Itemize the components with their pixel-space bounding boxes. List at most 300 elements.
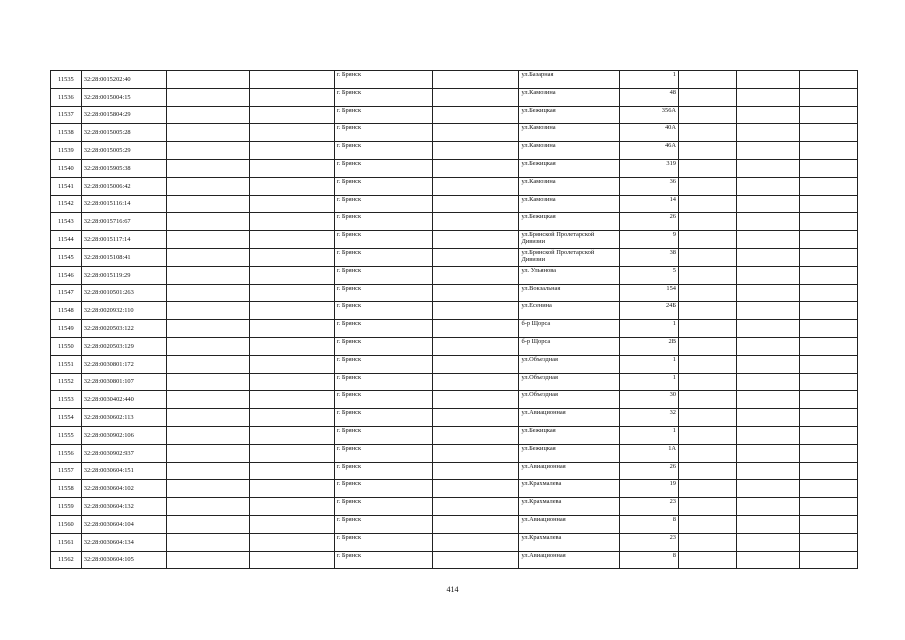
empty-cell: [679, 373, 737, 391]
city-cell: г. Брянск: [334, 159, 432, 177]
empty-cell: [432, 142, 519, 160]
city-cell: г. Брянск: [334, 391, 432, 409]
house-number-cell: 8: [619, 551, 678, 569]
empty-cell: [250, 231, 334, 249]
cadastral-number-cell: 32:28:0030602:113: [81, 409, 166, 427]
house-number-cell: 23: [619, 498, 678, 516]
street-cell: ул.Объездная: [519, 355, 619, 373]
empty-cell: [799, 391, 857, 409]
row-number-cell: 11551: [51, 355, 82, 373]
row-number-cell: 11560: [51, 515, 82, 533]
empty-cell: [737, 142, 800, 160]
empty-cell: [679, 195, 737, 213]
street-cell: ул.Вокзальная: [519, 284, 619, 302]
empty-cell: [799, 462, 857, 480]
empty-cell: [432, 71, 519, 89]
table-row: [51, 106, 858, 124]
house-number-cell: 23: [619, 533, 678, 551]
empty-cell: [679, 391, 737, 409]
cadastral-number-cell: 32:28:0015108:41: [81, 248, 166, 266]
empty-cell: [250, 409, 334, 427]
street-cell: ул.Крахмалева: [519, 533, 619, 551]
street-cell: ул.Камозина: [519, 195, 619, 213]
empty-cell: [679, 337, 737, 355]
cadastral-number-cell: 32:28:0015202:40: [81, 71, 166, 89]
table-row: [51, 248, 858, 266]
house-number-cell: 2В: [619, 337, 678, 355]
city-cell: г. Брянск: [334, 231, 432, 249]
cadastral-number-cell: 32:28:0030604:102: [81, 480, 166, 498]
house-number-cell: 9: [619, 231, 678, 249]
cadastral-number-cell: 32:28:0030801:107: [81, 373, 166, 391]
street-cell: ул.Бежицкая: [519, 426, 619, 444]
empty-cell: [737, 284, 800, 302]
empty-cell: [167, 284, 250, 302]
city-cell: г. Брянск: [334, 106, 432, 124]
row-number-cell: 11562: [51, 551, 82, 569]
empty-cell: [432, 533, 519, 551]
street-cell: ул.Крахмалева: [519, 480, 619, 498]
empty-cell: [432, 195, 519, 213]
empty-cell: [432, 409, 519, 427]
street-cell: ул.Объездная: [519, 391, 619, 409]
row-number-cell: 11537: [51, 106, 82, 124]
empty-cell: [167, 498, 250, 516]
city-cell: г. Брянск: [334, 177, 432, 195]
empty-cell: [799, 337, 857, 355]
empty-cell: [737, 462, 800, 480]
cadastral-number-cell: 32:28:0030604:151: [81, 462, 166, 480]
empty-cell: [679, 533, 737, 551]
empty-cell: [799, 302, 857, 320]
street-cell: ул.Объездная: [519, 373, 619, 391]
empty-cell: [737, 88, 800, 106]
empty-cell: [679, 88, 737, 106]
empty-cell: [167, 213, 250, 231]
table-row: [51, 462, 858, 480]
house-number-cell: 1: [619, 426, 678, 444]
registry-table: [50, 70, 858, 569]
empty-cell: [679, 177, 737, 195]
cadastral-number-cell: 32:28:0015005:28: [81, 124, 166, 142]
row-number-cell: 11547: [51, 284, 82, 302]
city-cell: г. Брянск: [334, 515, 432, 533]
city-cell: г. Брянск: [334, 284, 432, 302]
empty-cell: [432, 88, 519, 106]
empty-cell: [432, 444, 519, 462]
empty-cell: [250, 302, 334, 320]
empty-cell: [799, 409, 857, 427]
cadastral-number-cell: 32:28:0015905:38: [81, 159, 166, 177]
empty-cell: [799, 320, 857, 338]
empty-cell: [799, 142, 857, 160]
city-cell: г. Брянск: [334, 409, 432, 427]
empty-cell: [250, 480, 334, 498]
empty-cell: [250, 88, 334, 106]
house-number-cell: 8: [619, 515, 678, 533]
empty-cell: [250, 551, 334, 569]
table-row: [51, 391, 858, 409]
house-number-cell: 1: [619, 71, 678, 89]
house-number-cell: 19: [619, 480, 678, 498]
row-number-cell: 11550: [51, 337, 82, 355]
street-cell: ул.Авиационная: [519, 515, 619, 533]
empty-cell: [167, 248, 250, 266]
empty-cell: [737, 551, 800, 569]
empty-cell: [250, 142, 334, 160]
empty-cell: [250, 498, 334, 516]
empty-cell: [432, 551, 519, 569]
cadastral-number-cell: 32:28:0015117:14: [81, 231, 166, 249]
empty-cell: [432, 302, 519, 320]
empty-cell: [432, 124, 519, 142]
street-cell: ул.Брянской Пролетарской Дивизии: [519, 231, 619, 249]
table-row: [51, 373, 858, 391]
city-cell: г. Брянск: [334, 373, 432, 391]
street-cell: ул.Камозина: [519, 142, 619, 160]
table-row: [51, 426, 858, 444]
empty-cell: [167, 337, 250, 355]
empty-cell: [679, 213, 737, 231]
empty-cell: [432, 177, 519, 195]
empty-cell: [679, 515, 737, 533]
city-cell: г. Брянск: [334, 498, 432, 516]
row-number-cell: 11549: [51, 320, 82, 338]
empty-cell: [432, 391, 519, 409]
row-number-cell: 11544: [51, 231, 82, 249]
row-number-cell: 11535: [51, 71, 82, 89]
empty-cell: [679, 302, 737, 320]
empty-cell: [737, 480, 800, 498]
empty-cell: [432, 213, 519, 231]
empty-cell: [679, 355, 737, 373]
row-number-cell: 11538: [51, 124, 82, 142]
empty-cell: [799, 231, 857, 249]
cadastral-number-cell: 32:28:0020503:129: [81, 337, 166, 355]
cadastral-number-cell: 32:28:0015804:29: [81, 106, 166, 124]
empty-cell: [679, 498, 737, 516]
city-cell: г. Брянск: [334, 248, 432, 266]
empty-cell: [167, 231, 250, 249]
table-row: [51, 320, 858, 338]
row-number-cell: 11542: [51, 195, 82, 213]
cadastral-number-cell: 32:28:0030402:440: [81, 391, 166, 409]
cadastral-number-cell: 32:28:0030604:132: [81, 498, 166, 516]
empty-cell: [167, 426, 250, 444]
street-cell: ул.Крахмалева: [519, 498, 619, 516]
empty-cell: [737, 320, 800, 338]
empty-cell: [432, 284, 519, 302]
cadastral-number-cell: 32:28:0015004:15: [81, 88, 166, 106]
empty-cell: [167, 266, 250, 284]
city-cell: г. Брянск: [334, 480, 432, 498]
empty-cell: [250, 248, 334, 266]
row-number-cell: 11556: [51, 444, 82, 462]
empty-cell: [167, 533, 250, 551]
street-cell: ул.Камозина: [519, 124, 619, 142]
row-number-cell: 11559: [51, 498, 82, 516]
empty-cell: [167, 142, 250, 160]
street-cell: ул.Бежицкая: [519, 444, 619, 462]
empty-cell: [250, 213, 334, 231]
street-cell: ул.Авиационная: [519, 409, 619, 427]
city-cell: г. Брянск: [334, 320, 432, 338]
cadastral-number-cell: 32:28:0020503:122: [81, 320, 166, 338]
empty-cell: [737, 391, 800, 409]
table-row: [51, 71, 858, 89]
empty-cell: [167, 444, 250, 462]
row-number-cell: 11546: [51, 266, 82, 284]
city-cell: г. Брянск: [334, 266, 432, 284]
house-number-cell: 24Б: [619, 302, 678, 320]
house-number-cell: 154: [619, 284, 678, 302]
street-cell: ул.Авиационная: [519, 462, 619, 480]
empty-cell: [737, 444, 800, 462]
empty-cell: [737, 533, 800, 551]
cadastral-number-cell: 32:28:0030902:106: [81, 426, 166, 444]
street-cell: ул.Камозина: [519, 177, 619, 195]
house-number-cell: 40А: [619, 124, 678, 142]
empty-cell: [167, 480, 250, 498]
cadastral-number-cell: 32:28:0030902:937: [81, 444, 166, 462]
empty-cell: [799, 533, 857, 551]
empty-cell: [737, 426, 800, 444]
empty-cell: [737, 515, 800, 533]
empty-cell: [167, 177, 250, 195]
empty-cell: [250, 462, 334, 480]
row-number-cell: 11561: [51, 533, 82, 551]
empty-cell: [250, 266, 334, 284]
cadastral-number-cell: 32:28:0015006:42: [81, 177, 166, 195]
house-number-cell: 1: [619, 355, 678, 373]
cadastral-number-cell: 32:28:0015005:29: [81, 142, 166, 160]
empty-cell: [679, 284, 737, 302]
street-cell: ул.Бежицкая: [519, 159, 619, 177]
empty-cell: [737, 213, 800, 231]
empty-cell: [250, 373, 334, 391]
cadastral-number-cell: 32:28:0030801:172: [81, 355, 166, 373]
empty-cell: [799, 498, 857, 516]
empty-cell: [679, 106, 737, 124]
empty-cell: [737, 409, 800, 427]
row-number-cell: 11539: [51, 142, 82, 160]
house-number-cell: 1: [619, 320, 678, 338]
table-row: [51, 88, 858, 106]
empty-cell: [737, 355, 800, 373]
row-number-cell: 11541: [51, 177, 82, 195]
empty-cell: [737, 231, 800, 249]
table-row: [51, 195, 858, 213]
city-cell: г. Брянск: [334, 302, 432, 320]
empty-cell: [250, 515, 334, 533]
empty-cell: [679, 320, 737, 338]
empty-cell: [167, 106, 250, 124]
empty-cell: [737, 177, 800, 195]
cadastral-number-cell: 32:28:0015116:14: [81, 195, 166, 213]
empty-cell: [167, 302, 250, 320]
empty-cell: [250, 320, 334, 338]
city-cell: г. Брянск: [334, 337, 432, 355]
city-cell: г. Брянск: [334, 88, 432, 106]
cadastral-number-cell: 32:28:0030604:134: [81, 533, 166, 551]
table-row: [51, 355, 858, 373]
street-cell: ул.Бежицкая: [519, 213, 619, 231]
empty-cell: [167, 551, 250, 569]
empty-cell: [737, 337, 800, 355]
table-row: [51, 124, 858, 142]
empty-cell: [432, 266, 519, 284]
empty-cell: [799, 426, 857, 444]
street-cell: б-р Щорса: [519, 320, 619, 338]
empty-cell: [737, 106, 800, 124]
table-row: [51, 551, 858, 569]
cadastral-number-cell: 32:28:0015119:29: [81, 266, 166, 284]
empty-cell: [432, 355, 519, 373]
empty-cell: [167, 124, 250, 142]
table-row: [51, 409, 858, 427]
empty-cell: [432, 337, 519, 355]
city-cell: г. Брянск: [334, 355, 432, 373]
table-row: [51, 266, 858, 284]
empty-cell: [167, 515, 250, 533]
table-row: [51, 231, 858, 249]
empty-cell: [799, 71, 857, 89]
empty-cell: [737, 373, 800, 391]
row-number-cell: 11540: [51, 159, 82, 177]
table-row: [51, 533, 858, 551]
empty-cell: [250, 391, 334, 409]
house-number-cell: 48: [619, 88, 678, 106]
city-cell: г. Брянск: [334, 142, 432, 160]
empty-cell: [167, 409, 250, 427]
empty-cell: [432, 515, 519, 533]
street-cell: ул.Авиационная: [519, 551, 619, 569]
empty-cell: [250, 355, 334, 373]
table-row: [51, 337, 858, 355]
empty-cell: [250, 71, 334, 89]
empty-cell: [737, 124, 800, 142]
empty-cell: [432, 159, 519, 177]
house-number-cell: 38: [619, 248, 678, 266]
cadastral-number-cell: 32:28:0010501:263: [81, 284, 166, 302]
city-cell: г. Брянск: [334, 213, 432, 231]
empty-cell: [250, 159, 334, 177]
empty-cell: [679, 159, 737, 177]
house-number-cell: 1: [619, 373, 678, 391]
row-number-cell: 11536: [51, 88, 82, 106]
table-row: [51, 213, 858, 231]
empty-cell: [679, 71, 737, 89]
empty-cell: [799, 355, 857, 373]
table-row: [51, 444, 858, 462]
empty-cell: [679, 444, 737, 462]
empty-cell: [737, 159, 800, 177]
city-cell: г. Брянск: [334, 426, 432, 444]
row-number-cell: 11552: [51, 373, 82, 391]
house-number-cell: 30: [619, 391, 678, 409]
house-number-cell: 26: [619, 213, 678, 231]
empty-cell: [167, 320, 250, 338]
page-number: 414: [446, 585, 459, 594]
empty-cell: [799, 106, 857, 124]
table-row: [51, 284, 858, 302]
empty-cell: [737, 498, 800, 516]
empty-cell: [167, 71, 250, 89]
cadastral-number-cell: 32:28:0020932:110: [81, 302, 166, 320]
empty-cell: [679, 409, 737, 427]
house-number-cell: 26: [619, 462, 678, 480]
table-row: [51, 142, 858, 160]
empty-cell: [167, 195, 250, 213]
empty-cell: [679, 480, 737, 498]
city-cell: г. Брянск: [334, 533, 432, 551]
empty-cell: [167, 462, 250, 480]
empty-cell: [737, 302, 800, 320]
empty-cell: [250, 177, 334, 195]
table-row: [51, 159, 858, 177]
row-number-cell: 11543: [51, 213, 82, 231]
empty-cell: [432, 106, 519, 124]
empty-cell: [250, 533, 334, 551]
city-cell: г. Брянск: [334, 462, 432, 480]
empty-cell: [432, 231, 519, 249]
empty-cell: [167, 88, 250, 106]
city-cell: г. Брянск: [334, 195, 432, 213]
empty-cell: [250, 444, 334, 462]
empty-cell: [799, 284, 857, 302]
empty-cell: [799, 124, 857, 142]
table-row: [51, 302, 858, 320]
house-number-cell: 14: [619, 195, 678, 213]
empty-cell: [167, 159, 250, 177]
empty-cell: [250, 426, 334, 444]
city-cell: г. Брянск: [334, 551, 432, 569]
empty-cell: [250, 106, 334, 124]
empty-cell: [799, 177, 857, 195]
row-number-cell: 11557: [51, 462, 82, 480]
empty-cell: [679, 248, 737, 266]
house-number-cell: 1А: [619, 444, 678, 462]
house-number-cell: 32: [619, 409, 678, 427]
city-cell: г. Брянск: [334, 124, 432, 142]
empty-cell: [432, 248, 519, 266]
empty-cell: [799, 213, 857, 231]
house-number-cell: 356А: [619, 106, 678, 124]
empty-cell: [679, 231, 737, 249]
empty-cell: [679, 426, 737, 444]
row-number-cell: 11555: [51, 426, 82, 444]
table-row: [51, 515, 858, 533]
empty-cell: [167, 355, 250, 373]
house-number-cell: 5: [619, 266, 678, 284]
street-cell: ул.Базарная: [519, 71, 619, 89]
empty-cell: [799, 266, 857, 284]
empty-cell: [799, 515, 857, 533]
empty-cell: [799, 551, 857, 569]
empty-cell: [432, 320, 519, 338]
empty-cell: [432, 426, 519, 444]
house-number-cell: 46А: [619, 142, 678, 160]
house-number-cell: 319: [619, 159, 678, 177]
row-number-cell: 11554: [51, 409, 82, 427]
empty-cell: [432, 480, 519, 498]
row-number-cell: 11548: [51, 302, 82, 320]
empty-cell: [799, 88, 857, 106]
empty-cell: [432, 498, 519, 516]
registry-body: [51, 71, 858, 569]
cadastral-number-cell: 32:28:0030604:104: [81, 515, 166, 533]
empty-cell: [679, 266, 737, 284]
